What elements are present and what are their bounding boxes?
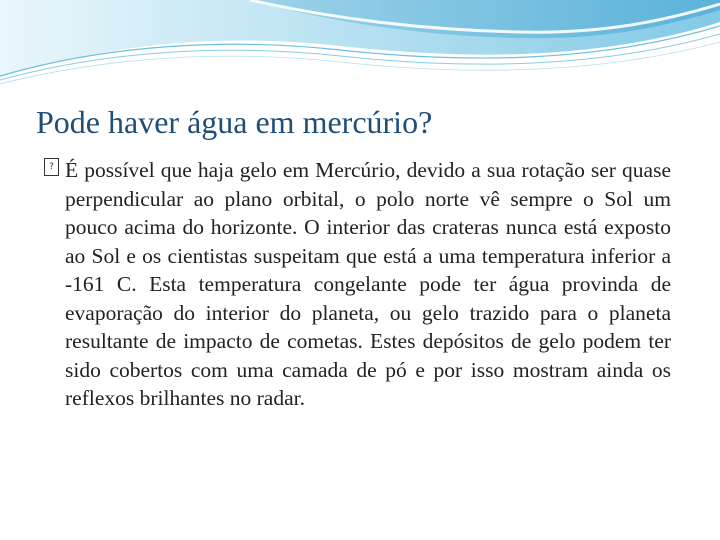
body-text: É possível que haja gelo em Mercúrio, devido a sua rotação ser quase perpendicular ao plano orbital, o polo norte vê sempre o Sol um pouco acima do horizonte. O interior das crateras nunca está exposto ao Sol e os cientistas suspeitam que está a uma temperatura inferior a -161 C. Esta temperatura congelante pode ter água provinda de evaporação do interior do planeta, ou gelo trazido para o planeta resultante de impacto de cometas. Estes depósitos de gelo podem ter sido cobertos com uma camada de pó e por isso mostram ainda os reflexos brilhantes no radar. xyxy=(65,158,671,410)
slide-title: Pode haver água em mercúrio? xyxy=(36,104,433,140)
missing-glyph-icon: ? xyxy=(44,158,59,176)
bullet-paragraph xyxy=(44,156,671,413)
header-wave-decoration xyxy=(0,0,720,100)
